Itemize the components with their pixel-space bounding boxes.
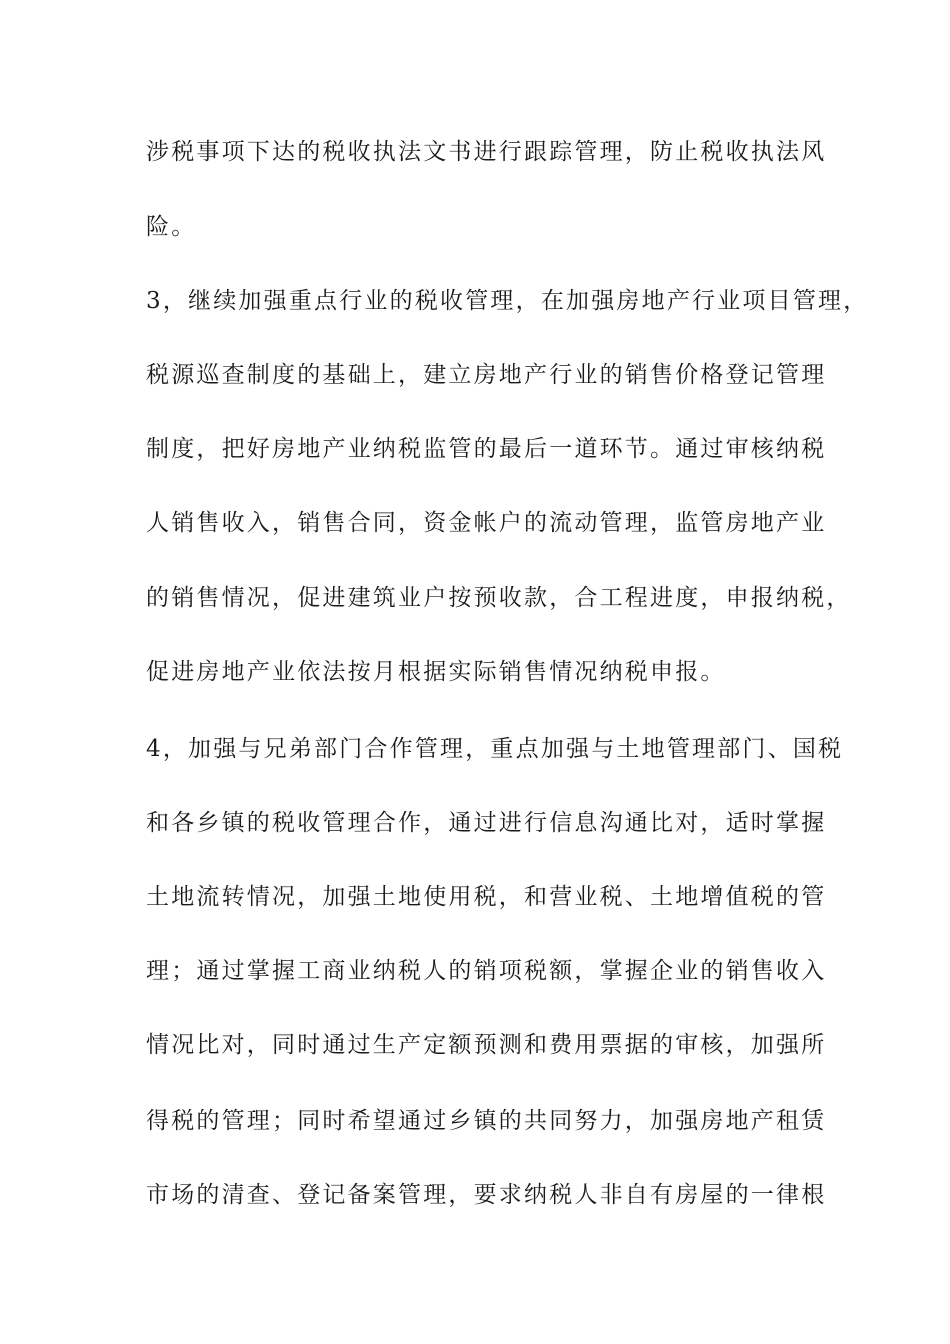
text-line: 制度，把好房地产业纳税监管的最后一道环节。通过审核纳税 [146,436,827,462]
text-line: 理；通过掌握工商业纳税人的销项税额，掌握企业的销售收入 [146,958,827,984]
text-line: 人销售收入，销售合同，资金帐户的流动管理，监管房地产业 [146,510,827,536]
text-line: 险。 [146,214,197,240]
text-line: 情况比对，同时通过生产定额预测和费用票据的审核，加强所 [146,1032,827,1058]
text-line: 土地流转情况，加强土地使用税，和营业税、土地增值税的管 [146,884,827,910]
text-line: 4，加强与兄弟部门合作管理，重点加强与土地管理部门、国税 [146,736,844,762]
text-line: 3，继续加强重点行业的税收管理，在加强房地产行业项目管理， [146,288,869,314]
text-line: 市场的清查、登记备案管理，要求纳税人非自有房屋的一律根 [146,1182,827,1208]
text-line: 得税的管理；同时希望通过乡镇的共同努力，加强房地产租赁 [146,1108,827,1134]
text-line: 的销售情况，促进建筑业户按预收款，合工程进度，申报纳税， [146,585,852,611]
text-line: 涉税事项下达的税收执法文书进行跟踪管理，防止税收执法风 [146,139,827,165]
text-line: 促进房地产业依法按月根据实际销售情况纳税申报。 [146,659,726,685]
text-line: 和各乡镇的税收管理合作，通过进行信息沟通比对，适时掌握 [146,810,827,836]
text-line: 税源巡查制度的基础上，建立房地产行业的销售价格登记管理 [146,362,827,388]
